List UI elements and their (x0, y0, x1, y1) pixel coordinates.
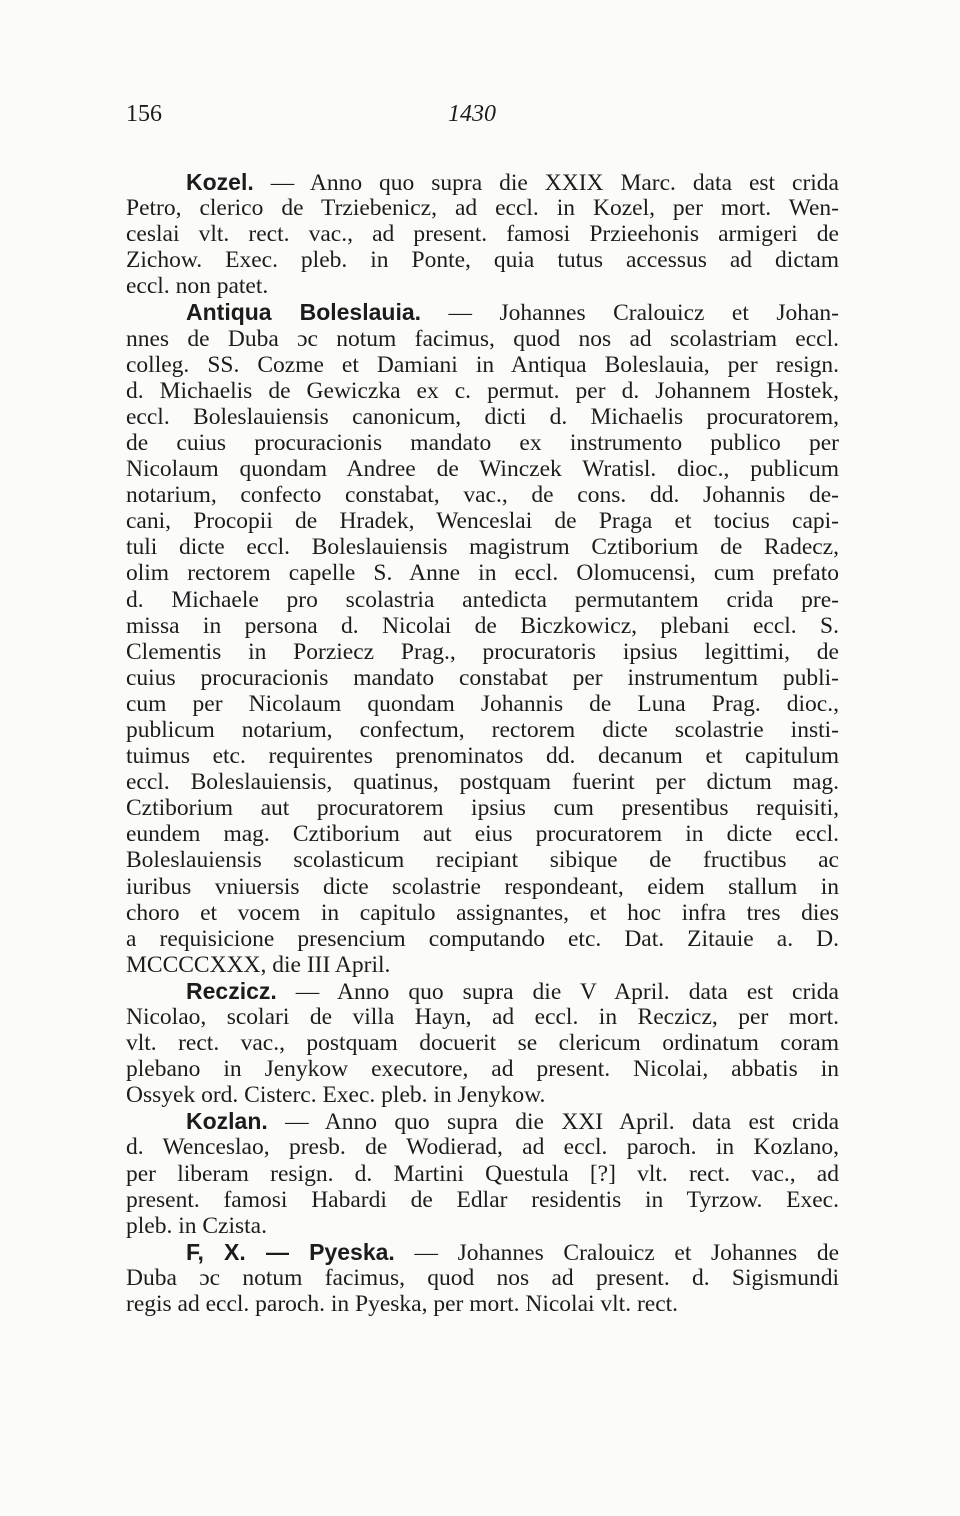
entry-keyword: Antiqua Boleslauia. (186, 299, 422, 326)
entry-keyword: Kozlan. (186, 1108, 268, 1135)
page-number: 156 (126, 101, 162, 127)
text-line (126, 1004, 839, 1030)
page-header (126, 101, 838, 133)
line-text: vlt. rect. vac., postquam docuerit se clericum ordinatum coram (126, 1030, 839, 1057)
line-text: Petro, clerico de Trziebenicz, ad eccl. in Kozel, per mort. Wen- (126, 195, 839, 222)
line-text: eccl. Boleslauiensis canonicum, dicti d. Michaelis procuratorem, (126, 403, 839, 430)
text-line (126, 273, 839, 299)
text-line (126, 1239, 839, 1265)
text-line (126, 1213, 839, 1239)
text-line (126, 378, 839, 404)
text-line (126, 247, 839, 273)
text-line (126, 1082, 839, 1108)
line-text: de cuius procuracionis mandato ex instrumento publico per (126, 429, 839, 456)
line-text: a requisicione presencium computando etc. Dat. Zitauie a. D. (126, 925, 839, 952)
line-text: Duba ɔc notum facimus, quod nos ad present. d. Sigismundi (126, 1264, 839, 1291)
text-line (126, 1030, 839, 1056)
line-text: — Johannes Cralouicz et Johannes de (394, 1239, 839, 1265)
line-text: d. Michaele pro scolastria antedicta permutantem crida pre- (126, 586, 839, 613)
document-body (126, 169, 839, 1317)
text-line (126, 978, 839, 1004)
text-line (126, 404, 839, 430)
line-text: cani, Procopii de Hradek, Wenceslai de Praga et tocius capi- (126, 508, 839, 535)
line-text: Clementis in Porziecz Prag., procuratoris ipsius legittimi, de (126, 638, 839, 665)
text-line (126, 482, 839, 508)
line-text: d. Wenceslao, presb. de Wodierad, ad eccl. paroch. in Kozlano, (126, 1134, 839, 1161)
text-line (126, 587, 839, 613)
text-line (126, 195, 839, 221)
line-text: regis ad eccl. paroch. in Pyeska, per mort. Nicolai vlt. rect. (126, 1291, 679, 1318)
line-text: tuli dicte eccl. Boleslauiensis magistrum Cztiborium de Radecz, (126, 534, 839, 561)
line-text: eccl. non patet. (126, 273, 269, 300)
text-line (126, 1187, 839, 1213)
line-text: notarium, confecto constabat, vac., de cons. dd. Johannis de- (126, 482, 839, 509)
text-line (126, 769, 839, 795)
line-text: eundem mag. Cztiborium aut eius procuratorem in dicte eccl. (126, 821, 839, 848)
line-text: Zichow. Exec. pleb. in Ponte, quia tutus accessus ad dictam (126, 247, 839, 274)
text-line (126, 352, 839, 378)
text-line (126, 717, 839, 743)
line-text: tuimus etc. requirentes prenominatos dd. decanum et capitulum (126, 743, 839, 770)
text-line (126, 639, 839, 665)
line-text: cum per Nicolaum quondam Johannis de Luna Prag. dioc., (126, 690, 839, 717)
text-line (126, 534, 839, 560)
line-text: iuribus vniuersis dicte scolastrie respondeant, eidem stallum in (126, 873, 839, 900)
text-line (126, 1056, 839, 1082)
line-text: — Johannes Cralouicz et Johan- (421, 300, 839, 326)
line-text: Nicolao, scolari de villa Hayn, ad eccl. in Reczicz, per mort. (126, 1004, 839, 1030)
line-text: choro et vocem in capitulo assignantes, et hoc infra tres dies (126, 899, 839, 926)
text-line (126, 560, 839, 586)
line-text: MCCCCXXX, die III April. (126, 951, 391, 978)
text-line (126, 952, 839, 978)
text-line (126, 795, 839, 821)
text-line (126, 299, 839, 325)
line-text: plebano in Jenykow executore, ad present. Nicolai, abbatis in (126, 1056, 839, 1083)
text-line (126, 613, 839, 639)
line-text: pleb. in Czista. (126, 1212, 267, 1239)
line-text: — Anno quo supra die XXI April. data est crida (267, 1109, 839, 1135)
line-text: ceslai vlt. rect. vac., ad present. famosi Przieehonis armigeri de (126, 221, 839, 248)
text-line (126, 221, 839, 247)
line-text: — Anno quo supra die V April. data est crida (276, 978, 839, 1004)
line-text: Nicolaum quondam Andree de Winczek Wratisl. dioc., publicum (126, 456, 839, 483)
text-line (126, 743, 839, 769)
text-line (126, 821, 839, 847)
text-line (126, 1161, 839, 1187)
line-text: colleg. SS. Cozme et Damiani in Antiqua Boleslauia, per resign. (126, 351, 839, 378)
text-line (126, 874, 839, 900)
text-line (126, 1134, 839, 1160)
line-text: olim rectorem capelle S. Anne in eccl. Olomucensi, cum prefato (126, 560, 839, 587)
text-line (126, 926, 839, 952)
entry-keyword: Reczicz. (186, 977, 277, 1004)
text-line (126, 1108, 839, 1134)
text-line (126, 900, 839, 926)
text-line (126, 847, 839, 873)
line-text: d. Michaelis de Gewiczka ex c. permut. per d. Johannem Hostek, (126, 377, 839, 404)
line-text: present. famosi Habardi de Edlar residentis in Tyrzow. Exec. (126, 1186, 839, 1213)
line-text: Cztiborium aut procuratorem ipsius cum presentibus requisiti, (126, 795, 839, 822)
text-line (126, 456, 839, 482)
line-text: — Anno quo supra die XXIX Marc. data est crida (253, 170, 839, 196)
text-line (126, 508, 839, 534)
line-text: Ossyek ord. Cisterc. Exec. pleb. in Jenykow. (126, 1082, 546, 1109)
entry-keyword: Kozel. (186, 169, 254, 195)
text-line (126, 326, 839, 352)
line-text: publicum notarium, confectum, rectorem dicte scolastrie insti- (126, 716, 839, 743)
line-text: nnes de Duba ɔc notum facimus, quod nos ad scolastriam eccl. (126, 325, 839, 352)
line-text: eccl. Boleslauiensis, quatinus, postquam fuerint per dictum mag. (126, 769, 839, 796)
line-text: per liberam resign. d. Martini Questula [?] vlt. rect. vac., ad (126, 1160, 839, 1187)
text-line (126, 430, 839, 456)
line-text: cuius procuracionis mandato constabat per instrumentum publi- (126, 664, 839, 691)
text-line (126, 691, 839, 717)
entry-keyword: F, X. — Pyeska. (186, 1238, 395, 1265)
text-line (126, 1291, 839, 1317)
text-line (126, 1265, 839, 1291)
text-line (126, 665, 839, 691)
line-text: Boleslauiensis scolasticum recipiant sibique de fructibus ac (126, 847, 839, 874)
text-line (126, 169, 839, 195)
line-text: missa in persona d. Nicolai de Biczkowicz, plebani eccl. S. (126, 612, 839, 639)
year-heading: 1430 (448, 101, 496, 127)
